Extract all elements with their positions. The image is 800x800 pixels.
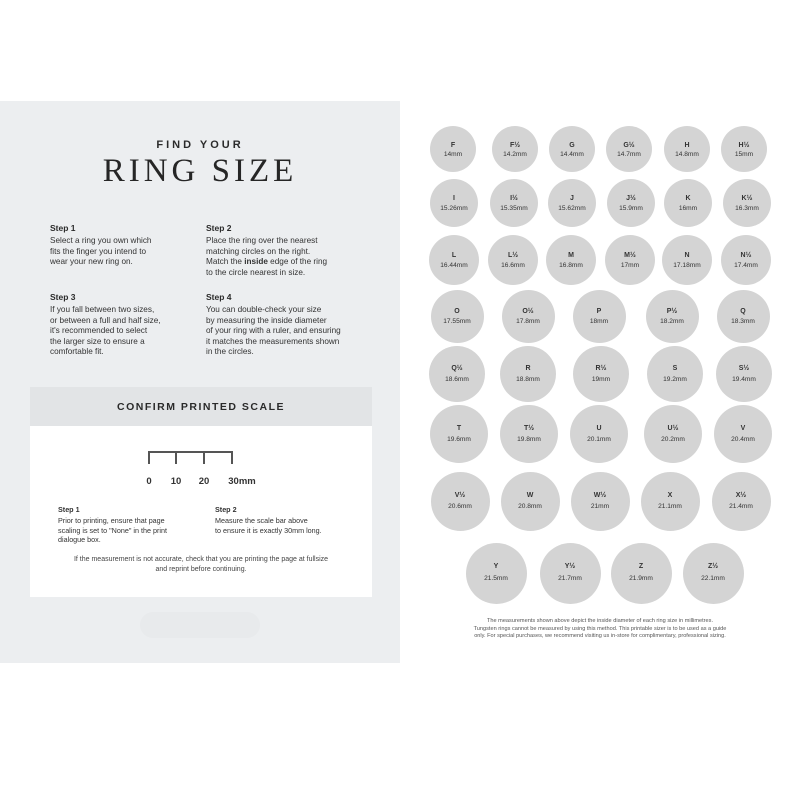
ring-size-mm: 20.6mm	[448, 503, 472, 511]
ring-size-mm: 19.4mm	[732, 376, 756, 384]
ring-size-circle	[664, 179, 712, 227]
ring-size-circle	[714, 405, 772, 463]
ring-size-mm: 16.8mm	[559, 262, 583, 269]
ring-size-label: T	[456, 424, 462, 432]
ring-size-mm: 18.3mm	[731, 318, 755, 326]
confirm-step-1	[58, 505, 203, 545]
ring-size-label: P	[596, 307, 602, 315]
ring-size-mm: 20.1mm	[587, 436, 611, 444]
ring-size-label: Z	[638, 563, 644, 571]
step-4-title: Step 4	[206, 292, 232, 302]
step-3-line: If you fall between two sizes,	[50, 305, 155, 315]
instructions-panel	[0, 101, 400, 663]
step-3-title: Step 3	[50, 292, 76, 302]
confirm-note-line: and reprint before continuing.	[155, 566, 247, 573]
step-3-line: it's recommended to select	[50, 326, 148, 336]
confirm-step-1-line: scaling is set to "None" in the print	[58, 525, 167, 535]
ring-size-label: K½	[741, 195, 753, 203]
step-2-line: to the circle nearest in size.	[206, 267, 306, 277]
ring-size-mm: 15.26mm	[440, 204, 468, 212]
ring-size-mm: 14.8mm	[675, 150, 699, 158]
ring-size-mm: 18.2mm	[660, 318, 684, 326]
ring-size-mm: 17.4mm	[734, 262, 758, 269]
ring-size-mm: 21.7mm	[558, 575, 582, 583]
disclaimer	[420, 618, 780, 641]
scale-bar	[148, 451, 238, 465]
step-3-line: or between a full and half size,	[50, 315, 161, 325]
ring-size-label: I	[453, 195, 455, 203]
ring-size-circle	[662, 235, 712, 285]
ring-size-mm: 16.6mm	[501, 262, 525, 269]
ring-size-label: L½	[507, 252, 519, 259]
step-2	[206, 223, 366, 278]
scale-label-30mm: 30mm	[228, 476, 256, 487]
step-1-line: wear your new ring on.	[50, 257, 133, 267]
ring-size-label: R½	[595, 365, 607, 373]
step-4	[206, 292, 366, 357]
ring-size-circle	[605, 235, 655, 285]
scale-label-0: 0	[146, 476, 152, 487]
step-2-title: Step 2	[206, 223, 232, 233]
ring-size-label: Q½	[451, 365, 463, 373]
ring-size-circle	[502, 290, 555, 343]
ring-size-mm: 14mm	[443, 150, 463, 158]
confirm-step-2	[215, 505, 360, 535]
ring-size-label: S	[672, 365, 678, 373]
step-2-match-after: edge of the ring	[267, 257, 328, 267]
ring-size-circle	[501, 472, 560, 531]
ring-size-circle	[540, 543, 601, 604]
confirm-scale-title: CONFIRM PRINTED SCALE	[117, 401, 285, 413]
ring-size-label: M	[568, 252, 574, 259]
ring-size-mm: 16.44mm	[440, 262, 468, 269]
ring-size-label: H	[684, 141, 690, 149]
ring-size-circle	[466, 543, 527, 604]
ring-size-label: Y½	[564, 563, 576, 571]
step-4-line: of your ring with a ruler, and ensuring	[206, 326, 341, 336]
disclaimer-line: Tungsten rings cannot be measured by using this method. This printable sizer is to be used as a guide	[473, 625, 727, 632]
ring-size-circle	[548, 179, 596, 227]
step-1	[50, 223, 210, 268]
step-4-line: it matches the measurements shown	[206, 336, 340, 346]
print-button-faint[interactable]	[140, 612, 260, 638]
ring-size-mm: 15.35mm	[500, 204, 528, 212]
ring-size-label: N½	[740, 252, 752, 259]
ring-size-mm: 22.1mm	[701, 575, 725, 583]
ring-size-label: V	[740, 424, 746, 432]
ring-size-mm: 15.9mm	[619, 204, 643, 212]
ring-size-mm: 20.8mm	[518, 503, 542, 511]
ring-size-circle	[606, 126, 652, 172]
ring-size-mm: 17mm	[620, 262, 640, 269]
ring-size-mm: 18mm	[589, 318, 609, 326]
step-3	[50, 292, 210, 357]
scale-tick-20	[203, 451, 205, 464]
ring-size-circle	[611, 543, 672, 604]
confirm-step-1-title: Step 1	[58, 505, 80, 514]
ring-size-label: K	[685, 195, 691, 203]
step-2-match-before: Match the	[206, 257, 245, 267]
header-kicker: FIND YOUR	[156, 139, 244, 151]
confirm-scale-header	[30, 387, 372, 426]
ring-size-mm: 21mm	[590, 503, 610, 511]
step-1-line: fits the finger you intend to	[50, 246, 147, 256]
scale-label-20: 20	[198, 476, 210, 487]
ring-size-circle	[546, 235, 596, 285]
confirm-note-line: If the measurement is not accurate, check that you are printing the page at fullsize	[73, 556, 329, 563]
ring-size-mm: 16mm	[678, 204, 698, 212]
ring-size-mm: 21.9mm	[629, 575, 653, 583]
ring-size-label: S½	[738, 365, 750, 373]
ring-size-circle	[490, 179, 538, 227]
confirm-step-1-line: dialogue box.	[58, 535, 101, 545]
ring-size-mm: 15mm	[734, 150, 754, 158]
ring-size-circle	[430, 126, 476, 172]
ring-size-mm: 21.1mm	[658, 503, 682, 511]
ring-size-label: L	[451, 252, 457, 259]
confirm-step-2-line: Measure the scale bar above	[215, 516, 308, 526]
step-2-line: Place the ring over the nearest	[206, 236, 318, 246]
disclaimer-line: The measurements shown above depict the inside diameter of each ring size in millimetres.	[486, 618, 714, 624]
ring-size-label: G	[569, 141, 575, 149]
ring-size-label: X½	[735, 491, 747, 499]
step-4-line: You can double-check your size	[206, 305, 322, 315]
ring-size-circle	[488, 235, 538, 285]
ring-size-circle	[571, 472, 630, 531]
confirm-step-2-title: Step 2	[215, 505, 237, 514]
ring-size-label: U	[596, 424, 602, 432]
scale-label-10: 10	[170, 476, 182, 487]
ring-size-label: O	[454, 307, 460, 315]
step-2-match-bold: inside	[244, 257, 268, 267]
ring-size-circle	[430, 179, 478, 227]
ring-size-circle	[683, 543, 744, 604]
ring-size-circle	[500, 405, 558, 463]
step-1-line: Select a ring you own which	[50, 236, 152, 246]
confirm-scale-card	[30, 387, 372, 597]
ring-size-circle	[721, 235, 771, 285]
ring-size-label: H½	[738, 141, 750, 149]
ring-size-circle	[641, 472, 700, 531]
ring-size-circle	[646, 290, 699, 343]
ring-size-circle	[429, 235, 479, 285]
ring-size-label: W	[526, 491, 534, 499]
ring-size-circle	[500, 346, 556, 402]
ring-size-label: N	[684, 252, 690, 259]
ring-size-mm: 19mm	[591, 376, 611, 384]
ring-size-circle	[664, 126, 710, 172]
ring-size-mm: 17.18mm	[673, 262, 701, 269]
ring-size-label: Y	[493, 563, 499, 571]
ring-size-circle	[431, 472, 490, 531]
ring-size-mm: 16.3mm	[735, 204, 759, 212]
step-3-line: the larger size to ensure a	[50, 336, 145, 346]
ring-size-mm: 20.2mm	[661, 436, 685, 444]
ring-size-label: I½	[510, 195, 518, 203]
ring-size-mm: 14.7mm	[617, 150, 641, 158]
ring-size-mm: 14.4mm	[560, 150, 584, 158]
ring-size-circle	[716, 346, 772, 402]
ring-size-mm: 14.2mm	[503, 150, 527, 158]
ring-size-circle	[573, 346, 629, 402]
ring-size-mm: 17.8mm	[516, 318, 540, 326]
confirm-step-1-line: Prior to printing, ensure that page	[58, 516, 165, 526]
ring-size-label: J	[570, 195, 574, 203]
page-title: RING SIZE	[102, 153, 298, 189]
ring-size-mm: 21.5mm	[484, 575, 508, 583]
ring-size-circle	[723, 179, 771, 227]
ring-size-label: X	[667, 491, 673, 499]
ring-size-label: V½	[454, 491, 466, 499]
ring-size-mm: 17.55mm	[443, 318, 471, 326]
ring-size-mm: 19.8mm	[517, 436, 541, 444]
ring-size-mm: 20.4mm	[731, 436, 755, 444]
ring-size-circle	[721, 126, 767, 172]
ring-size-mm: 18.8mm	[516, 376, 540, 384]
ring-size-mm: 19.2mm	[663, 376, 687, 384]
scale-bar-line	[148, 451, 232, 453]
ring-size-label: P½	[666, 307, 678, 315]
ring-size-label: Z½	[707, 563, 719, 571]
confirm-step-2-line: to ensure it is exactly 30mm long.	[215, 525, 322, 535]
ring-size-circle	[607, 179, 655, 227]
ring-size-circle	[570, 405, 628, 463]
ring-size-circle	[429, 346, 485, 402]
ring-size-label: W½	[593, 491, 607, 499]
ring-size-circle	[549, 126, 595, 172]
ring-size-label: F½	[509, 141, 521, 149]
ring-size-circle	[492, 126, 538, 172]
scale-tick-30	[231, 451, 233, 464]
step-1-title: Step 1	[50, 223, 76, 233]
ring-size-label: G½	[623, 141, 635, 149]
ring-size-circle	[647, 346, 703, 402]
ring-size-label: Q	[740, 307, 746, 315]
ring-size-label: M½	[624, 252, 636, 259]
ring-size-circle	[717, 290, 770, 343]
ring-size-circle	[430, 405, 488, 463]
ring-size-circle	[431, 290, 484, 343]
step-3-line: comfortable fit.	[50, 347, 104, 357]
confirm-note	[40, 555, 362, 575]
scale-tick-10	[175, 451, 177, 464]
ring-size-label: O½	[522, 307, 534, 315]
ring-size-mm: 18.6mm	[445, 376, 469, 384]
ring-size-mm: 19.6mm	[447, 436, 471, 444]
step-2-match-line	[206, 257, 366, 267]
ring-size-label: J½	[626, 195, 636, 203]
ring-size-mm: 21.4mm	[729, 503, 753, 511]
ring-size-label: U½	[667, 424, 679, 432]
disclaimer-line: only. For special purchases, we recommend visiting us in-store for complimentary, professional sizing.	[474, 633, 726, 639]
ring-size-circle	[573, 290, 626, 343]
step-4-line: in the circles.	[206, 347, 254, 357]
ring-size-mm: 15.62mm	[558, 204, 586, 212]
ring-size-label: F	[450, 141, 456, 149]
ring-size-label: R	[525, 365, 531, 373]
step-2-line: matching circles on the right.	[206, 246, 311, 256]
ring-size-label: T½	[523, 424, 535, 432]
scale-tick-0	[148, 451, 150, 464]
ring-size-circle	[712, 472, 771, 531]
step-4-line: by measuring the inside diameter	[206, 315, 327, 325]
ring-size-circle	[644, 405, 702, 463]
